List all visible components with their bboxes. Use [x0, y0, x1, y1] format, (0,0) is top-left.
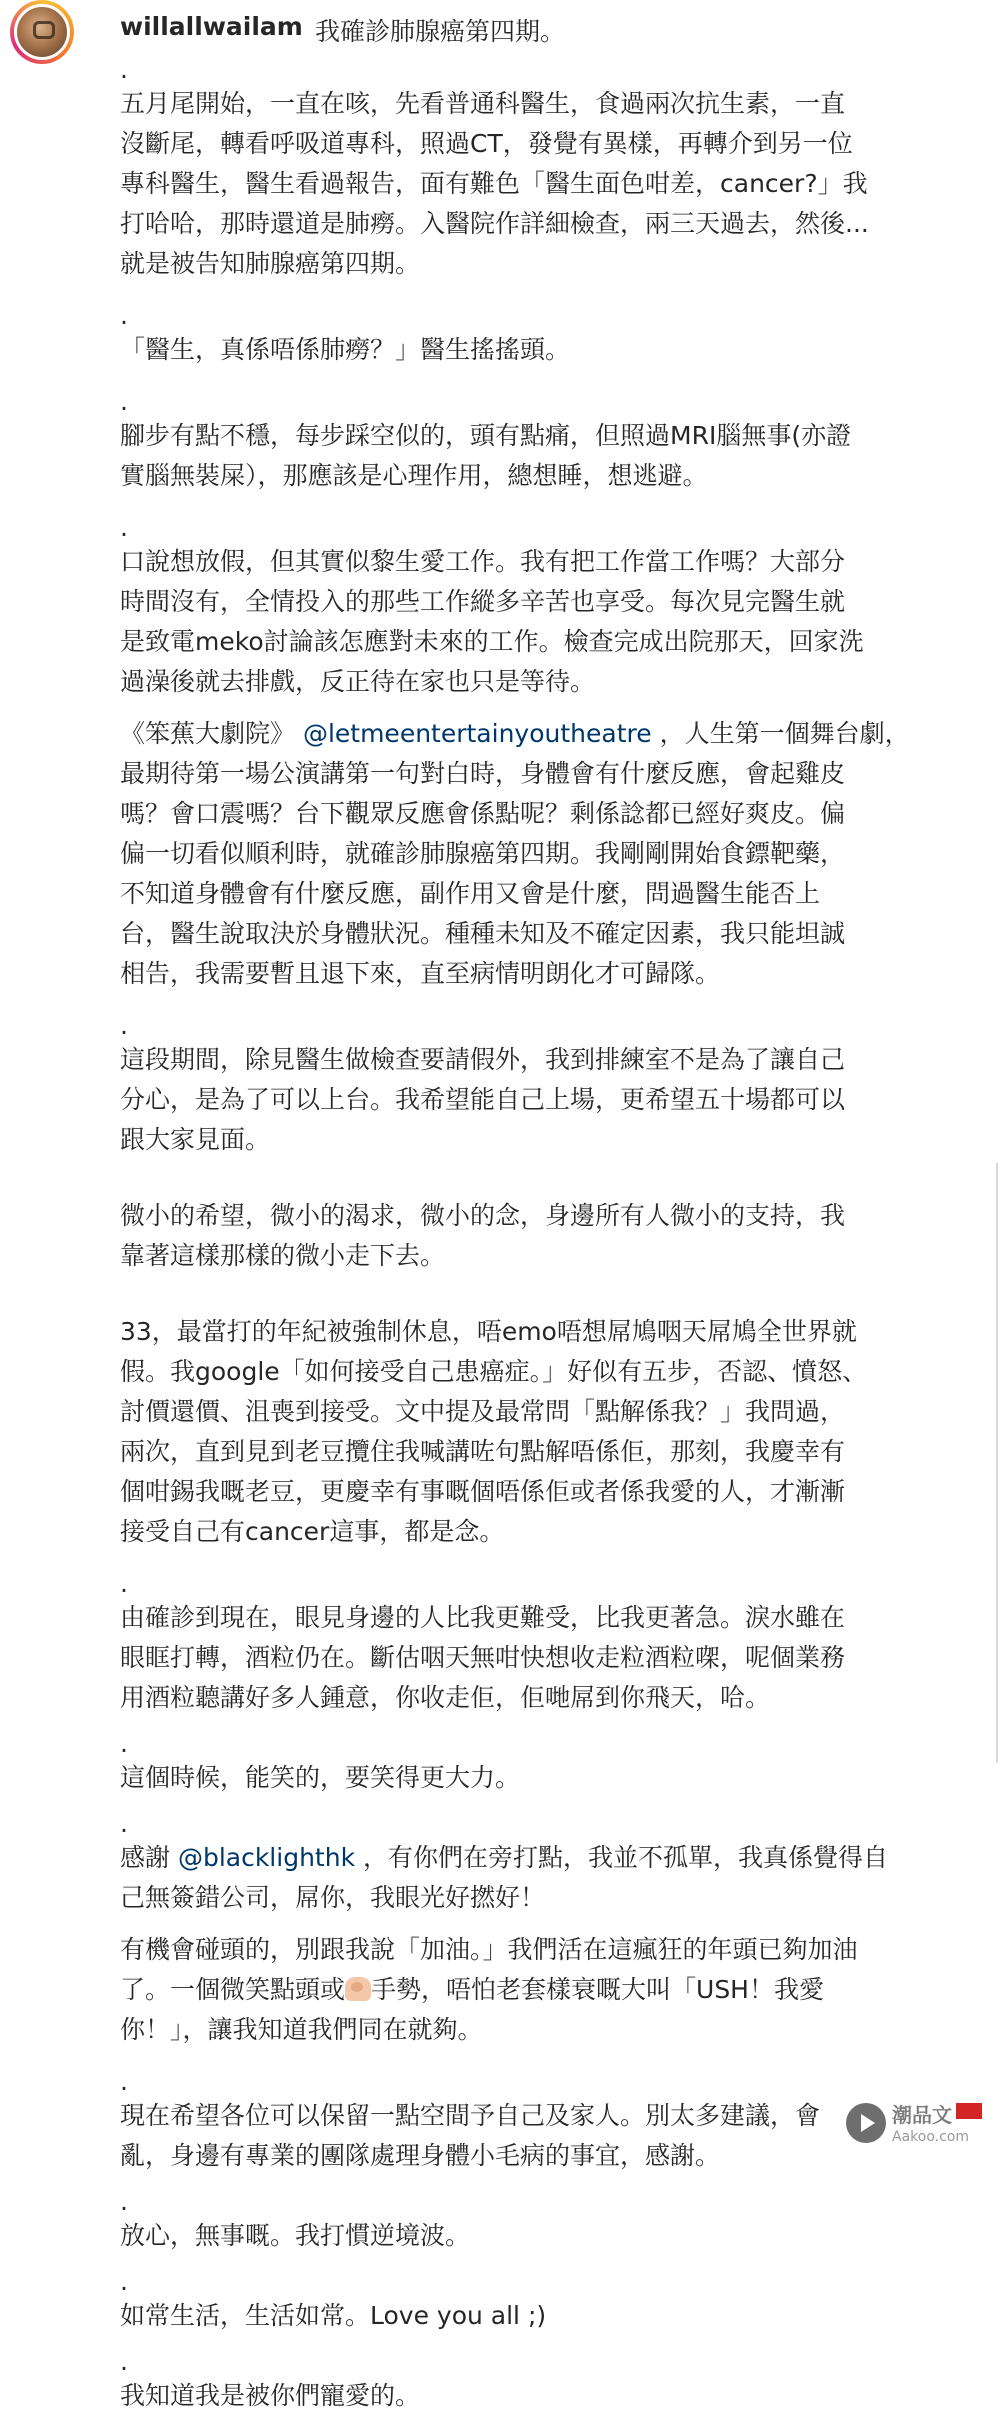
caption-paragraph-2: 「醫生，真係唔係肺癆？」醫生搖搖頭。 — [120, 335, 571, 364]
paragraph-text: 《笨蕉大劇院》 — [120, 719, 303, 748]
caption-paragraph-3: 腳步有點不穩，每步踩空似的，頭有點痛，但照過MRI腦無事(亦證 實腦無裝屎），那應該是心理作用，總想睡，想逃避。 — [120, 421, 852, 490]
paragraph-text: ，人生第一個舞台劇， 最期待第一場公演講第一句對白時，身體會有什麼反應，會起雞皮 嗎？會口震嗎？台下觀眾反應會係點呢？剩係諗都已經好爽皮。偏 偏一切看似順利時，就確診肺腺癌第四期。我剛剛開始食鏢靶藥， 不知道身體會有什麼反應，副作用又會是什麼，問過醫生能否上 台，醫生說取決於身體狀況。種種未知及不確定因素，我只能坦誠 相告，我需要暫且退下來，直至病情明朗化才可歸隊。 — [120, 719, 910, 988]
paragraph-text: 感謝 — [120, 1843, 178, 1872]
play-icon — [846, 2103, 886, 2143]
caption-paragraph-16: 我知道我是被你們寵愛的。 — [120, 2381, 421, 2410]
site-watermark — [846, 2097, 986, 2157]
watermark-subtext: Aakoo.com — [892, 2129, 969, 2145]
caption-paragraph-5 — [120, 714, 960, 994]
dot-separator: . — [120, 1809, 128, 1838]
flexed-biceps-emoji-icon — [345, 1977, 371, 2001]
dot-separator: . — [120, 55, 128, 84]
caption-paragraph-10: 這個時候，能笑的，要笑得更大力。 — [120, 1763, 521, 1792]
story-ring[interactable] — [10, 0, 74, 64]
dot-separator: . — [120, 1729, 128, 1758]
dot-separator: . — [120, 2067, 128, 2096]
paragraph-text: 手勢，唔怕老套樣衰嘅大叫「USH！我愛 你！」，讓我知道我們同在就夠。 — [120, 1975, 824, 2044]
caption-paragraph-15: 如常生活，生活如常。Love you all ;) — [120, 2301, 547, 2330]
dot-separator: . — [120, 1011, 128, 1040]
caption-paragraph-4: 口說想放假，但其實似黎生愛工作。我有把工作當工作嗎？大部分 時間沒有，全情投入的那些工作縱多辛苦也享受。每次見完醫生就 是致電meko討論該怎應對未來的工作。檢查完成出院那天，回家洗 過澡後就去排戲，反正待在家也只是等待。 — [120, 547, 864, 696]
avatar[interactable] — [14, 4, 70, 60]
watermark-text: 潮品文 — [892, 2103, 952, 2127]
dot-separator: . — [120, 2187, 128, 2216]
caption-paragraph-1: 五月尾開始，一直在咳，先看普通科醫生，食過兩次抗生素，一直 沒斷尾，轉看呼吸道專科，照過CT，發覺有異樣，再轉介到另一位 專科醫生，醫生看過報告，面有難色「醫生面色咁差，cancer?」我 打哈哈，那時還道是肺癆。入醫院作詳細檢查，兩三天過去，然後... 就是被告知肺腺癌第四期。 — [120, 89, 869, 278]
dot-separator: . — [120, 513, 128, 542]
caption-paragraph-14: 放心，無事嘅。我打慣逆境波。 — [120, 2221, 471, 2250]
dot-separator: . — [120, 387, 128, 416]
caption-paragraph-6: 這段期間，除見醫生做檢查要請假外，我到排練室不是為了讓自己 分心，是為了可以上台。我希望能自己上場，更希望五十場都可以 跟大家見面。 — [120, 1045, 846, 1154]
avatar-photo-icon — [33, 21, 55, 39]
paragraph-text: ，有你們在旁打點，我並不孤單，我真係覺得自 己無簽錯公司，屌你，我眼光好撚好！ — [120, 1843, 888, 1912]
dot-separator: . — [120, 2267, 128, 2296]
caption-paragraph-8: 33，最當打的年紀被強制休息，唔emo唔想屌鳩咽天屌鳩全世界就 假。我google「如何接受自己患癌症。」好似有五步，否認、憤怒、 討價還價、沮喪到接受。文中提及最常問「點解係我？」我問過， 兩次，直到見到老豆攬住我喊講咗句點解唔係佢，那刻，我慶幸有 個咁錫我嘅老豆，更慶幸有事嘅個唔係佢或者係我愛的人，才漸漸 接受自己有cancer這事，都是念。 — [120, 1317, 868, 1546]
caption-paragraph-12 — [120, 1930, 960, 2050]
screenshot-seam-divider — [996, 1163, 998, 1763]
paragraph-text: 有機會碰頭的，別跟我說「加油。」我們活在這瘋狂的年頭已夠加油 了。一個微笑點頭或 — [120, 1935, 858, 2004]
caption-paragraph-11 — [120, 1838, 960, 1918]
caption-title: 我確診肺腺癌第四期。 — [315, 17, 566, 46]
caption-paragraph-13: 現在希望各位可以保留一點空間予自己及家人。別太多建議，會 亂，身邊有專業的團隊處理身體小毛病的事宜，感謝。 — [120, 2101, 821, 2170]
mention-blacklighthk[interactable]: @blacklighthk — [177, 1843, 356, 1872]
watermark-badge-icon — [956, 2103, 982, 2119]
dot-separator: . — [120, 301, 128, 330]
username[interactable]: willallwailam — [120, 12, 303, 41]
caption-body — [120, 56, 960, 2416]
dot-separator: . — [120, 1569, 128, 1598]
mention-letmeentertainyoutheatre[interactable]: @letmeentertainyoutheatre — [302, 719, 652, 748]
dot-separator: . — [120, 2347, 128, 2376]
caption-paragraph-7: 微小的希望，微小的渴求，微小的念，身邊所有人微小的支持，我 靠著這樣那樣的微小走下去。 — [120, 1201, 846, 1270]
caption-paragraph-9: 由確診到現在，眼見身邊的人比我更難受，比我更著急。淚水雖在 眼眶打轉，酒粒仍在。斷估咽天無咁快想收走粒酒粒㗎，呢個業務 用酒粒聽講好多人鍾意，你收走佢，佢哋屌到你飛天，哈。 — [120, 1603, 846, 1712]
